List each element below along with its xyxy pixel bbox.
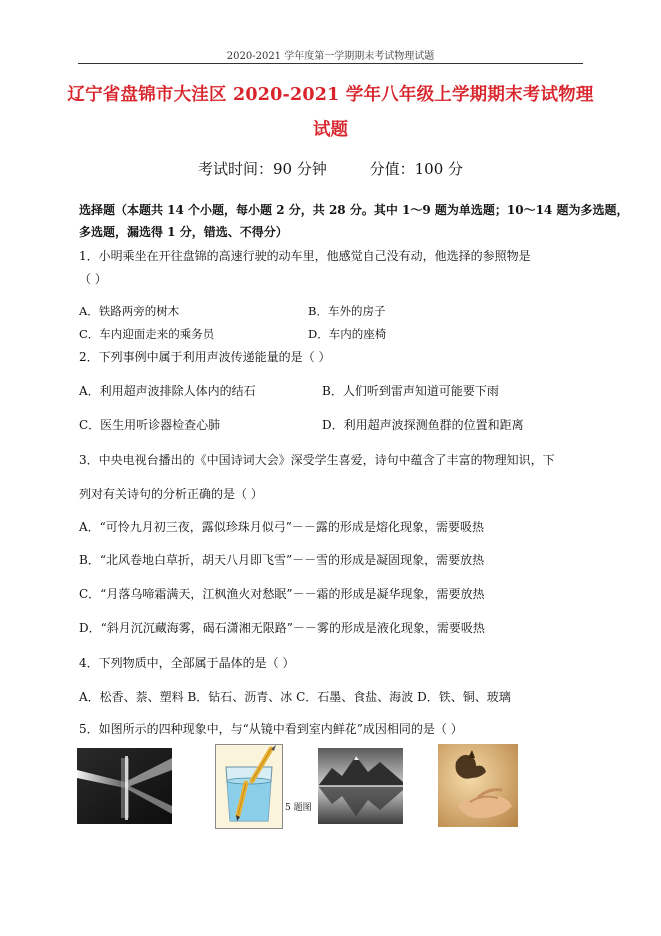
document-title-line2: 试题 xyxy=(313,120,348,140)
section-instructions-line2: 多选题，漏选得 1 分，错选、不得分） xyxy=(79,225,288,239)
q1-stem-line1: 1．小明乘坐在开往盘锦的高速行驶的动车里，他感觉自己没有动，他选择的参照物是 xyxy=(79,249,531,263)
q4-options: A．松香、萘、塑料 B．钻石、沥青、冰 C．石墨、食盐、海波 D．铁、铜、玻璃 xyxy=(79,690,511,704)
q2-stem: 2．下列事例中属于利用声波传递能量的是（ ） xyxy=(79,350,331,364)
q1-option-d: D．车内的座椅 xyxy=(308,327,387,341)
q4-stem: 4．下列物质中，全部属于晶体的是（ ） xyxy=(79,656,295,670)
q3-stem-line2: 列对有关诗句的分析正确的是（ ） xyxy=(79,487,263,501)
q2-option-c: C．医生用听诊器检查心肺 xyxy=(79,418,221,432)
q5-figure-hand-shadow xyxy=(438,744,518,827)
q3-option-d: D．“斜月沉沉藏海雾，碣石潇湘无限路”－－雾的形成是液化现象，需要吸热 xyxy=(79,621,485,635)
q5-stem: 5．如图所示的四种现象中，与“从镜中看到室内鲜花”成因相同的是（ ） xyxy=(79,722,463,736)
document-title-line1: 辽宁省盘锦市大洼区 2020-2021 学年八年级上学期期末考试物理 xyxy=(67,85,594,105)
q5-figure-mountain-reflection xyxy=(318,748,403,824)
exam-time: 考试时间：90 分钟 xyxy=(197,160,327,178)
exam-meta xyxy=(0,158,661,179)
header-divider xyxy=(78,63,583,64)
q5-figure-light-beam xyxy=(77,748,172,824)
q2-option-b: B．人们听到雷声知道可能要下雨 xyxy=(322,384,499,398)
q2-option-d: D．利用超声波探测鱼群的位置和距离 xyxy=(322,418,524,432)
q1-option-a: A．铁路两旁的树木 xyxy=(79,304,180,318)
page-header: 2020-2021 学年度第一学期期末考试物理试题 xyxy=(226,51,435,62)
q1-option-b: B．车外的房子 xyxy=(308,304,386,318)
q5-figure-pencil-in-water xyxy=(215,744,283,829)
section-instructions-line1: 选择题（本题共 14 个小题，每小题 2 分，共 28 分。其中 1～9 题为单选题；10～14 题为多选题， xyxy=(79,203,629,217)
q3-option-c: C．“月落乌啼霜满天，江枫渔火对愁眠”－－霜的形成是凝华现象，需要放热 xyxy=(79,587,485,601)
q2-option-a: A．利用超声波排除人体内的结石 xyxy=(79,384,256,398)
q1-option-c: C．车内迎面走来的乘务员 xyxy=(79,327,215,341)
q3-option-b: B．“北风卷地白草折，胡天八月即飞雪”－－雪的形成是凝固现象，需要放热 xyxy=(79,553,485,567)
q5-figure-caption: 5 题图 xyxy=(285,803,312,813)
q1-stem-line2: （ ） xyxy=(79,272,107,286)
exam-score: 分值：100 分 xyxy=(369,160,464,178)
q3-option-a: A．“可怜九月初三夜，露似珍珠月似弓”－－露的形成是熔化现象，需要吸热 xyxy=(79,520,484,534)
q3-stem-line1: 3．中央电视台播出的《中国诗词大会》深受学生喜爱，诗句中蕴含了丰富的物理知识，下 xyxy=(79,453,555,467)
